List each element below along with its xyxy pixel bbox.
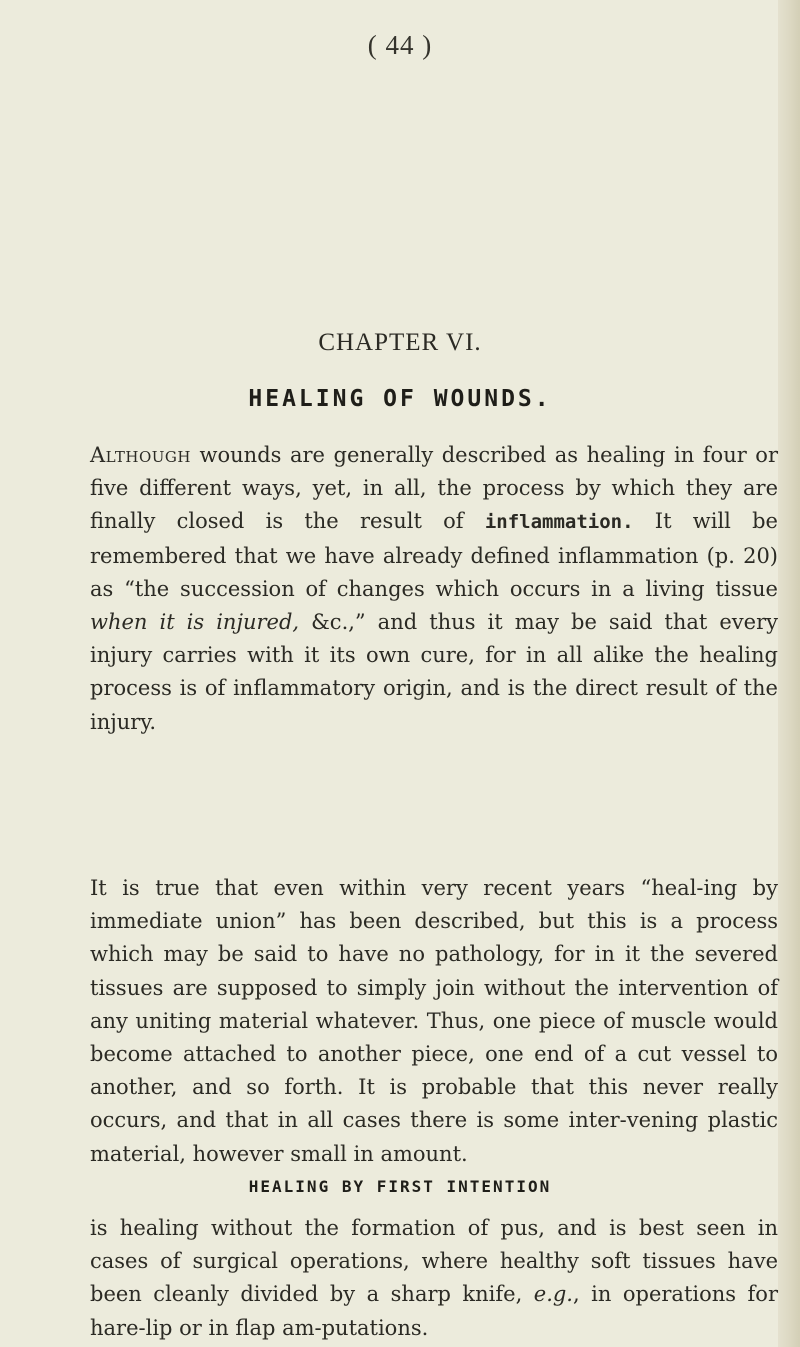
paragraph-3 [90,1212,778,1345]
paragraph-1-text-a: wounds are generally described as healing in four or five different ways, yet, in all, the process by which they are finally closed is the result of [90,443,778,534]
paragraph-2 [90,872,778,1171]
page-number: ( 44 ) [367,30,433,60]
paragraph-1-text-c: &c.,” and thus it may be said that every injury carries with it its own cure, for in all alike the healing process is of inflammatory origin, and is the direct result of the injury. [90,610,778,734]
paragraph-1-lead: Although [90,443,191,467]
section-heading: HEALING OF WOUNDS. [248,386,552,412]
paragraph-3-italic: e.g. [533,1282,573,1307]
paragraph-1-text-b: It will be remembered that we have already defined inflammation (p. 20) as “the succession of changes which occurs in a living tissue [90,509,778,601]
paragraph-1-bold: inflammation. [484,511,634,534]
paragraph-2-text: It is true that even within very recent years “heal-ing by immediate union” has been described, but this is a process which may be said to have no pathology, for in it the severed tissues are supposed to simply join without the intervention of any uniting material whatever. Thus, one piece of muscle would become attached to another piece, one end of a cut vessel to another, and so forth. It is probable that this never really occurs, and that in all cases there is some inter-vening plastic material, however small in amount. [90,876,778,1166]
subheading: HEALING BY FIRST INTENTION [248,1177,552,1196]
paragraph-3-text-a: is healing without the formation of pus, and is best seen in cases of surgical operations, where healthy soft tissues have been cleanly divided by a sharp knife, [90,1216,778,1307]
paragraph-1-italic: when it is injured, [90,610,300,635]
paragraph-3-text-b: , in operations for hare-lip or in flap am-putations. [90,1282,778,1340]
chapter-title: CHAPTER VI. [318,329,482,356]
page-edge-shadow [778,0,800,1347]
paragraph-1 [90,439,778,739]
